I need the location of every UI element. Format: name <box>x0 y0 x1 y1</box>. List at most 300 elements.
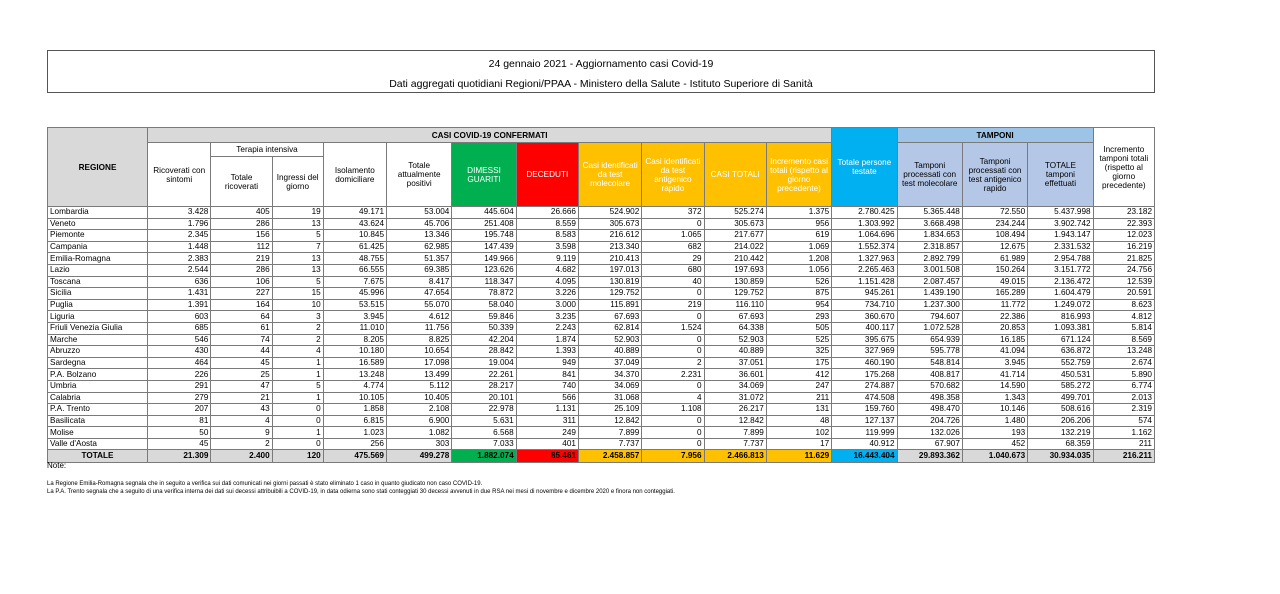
value-cell: 28.217 <box>452 380 516 392</box>
value-cell: 525 <box>766 334 831 346</box>
value-cell: 1.943.147 <box>1028 230 1093 242</box>
value-cell: 120 <box>272 450 323 463</box>
value-cell: 25.109 <box>578 404 641 416</box>
value-cell: 36.601 <box>704 369 766 381</box>
value-cell: 619 <box>766 230 831 242</box>
value-cell: 16.185 <box>962 334 1027 346</box>
value-cell: 10.654 <box>387 346 452 358</box>
value-cell: 12.023 <box>1093 230 1154 242</box>
header-incremento-tamponi: Incremento tamponi totali (rispetto al giorno precedente) <box>1093 128 1154 207</box>
report-title: 24 gennaio 2021 - Aggiornamento casi Covid-19 <box>488 58 714 70</box>
table-row <box>48 392 1155 404</box>
value-cell: 3.226 <box>516 288 578 300</box>
value-cell: 15 <box>272 288 323 300</box>
value-cell: 50.339 <box>452 322 516 334</box>
value-cell: 219 <box>642 299 704 311</box>
value-cell: 671.124 <box>1028 334 1093 346</box>
value-cell: 279 <box>148 392 211 404</box>
value-cell: 360.670 <box>832 311 897 323</box>
value-cell: 552.759 <box>1028 357 1093 369</box>
value-cell: 4.812 <box>1093 311 1154 323</box>
value-cell: 405 <box>211 207 272 219</box>
value-cell: 1.796 <box>148 218 211 230</box>
value-cell: 2 <box>211 438 272 450</box>
value-cell: 3.945 <box>323 311 386 323</box>
value-cell: 67.693 <box>704 311 766 323</box>
value-cell: 5.890 <box>1093 369 1154 381</box>
table-row <box>48 427 1155 439</box>
table-row <box>48 207 1155 219</box>
value-cell: 680 <box>642 264 704 276</box>
table-row <box>48 438 1155 450</box>
value-cell: 9 <box>211 427 272 439</box>
header-casi-confermati: CASI COVID-19 CONFERMATI <box>148 128 832 143</box>
value-cell: 67.907 <box>897 438 962 450</box>
header-casi-molecolare: Casi identificati da test molecolare <box>578 143 641 207</box>
table-row <box>48 264 1155 276</box>
header-tamponi: TAMPONI <box>897 128 1093 143</box>
value-cell: 4 <box>211 415 272 427</box>
value-cell: 127.137 <box>832 415 897 427</box>
value-cell: 66.555 <box>323 264 386 276</box>
value-cell: 6.774 <box>1093 380 1154 392</box>
header-totale-tamponi: TOTALE tamponi effettuati <box>1028 143 1093 207</box>
value-cell: 37.049 <box>578 357 641 369</box>
value-cell: 0 <box>642 427 704 439</box>
value-cell: 13.248 <box>323 369 386 381</box>
value-cell: 475.569 <box>323 450 386 463</box>
value-cell: 53.004 <box>387 207 452 219</box>
header-ingressi: Ingressi del giorno <box>272 157 323 207</box>
value-cell: 3.235 <box>516 311 578 323</box>
value-cell: 8.205 <box>323 334 386 346</box>
value-cell: 1.343 <box>962 392 1027 404</box>
value-cell: 3.945 <box>962 357 1027 369</box>
value-cell: 0 <box>642 311 704 323</box>
value-cell: 2.318.857 <box>897 241 962 253</box>
value-cell: 954 <box>766 299 831 311</box>
value-cell: 6.815 <box>323 415 386 427</box>
covid-data-table <box>47 127 1155 463</box>
value-cell: 69.385 <box>387 264 452 276</box>
value-cell: 64.338 <box>704 322 766 334</box>
value-cell: 12.842 <box>578 415 641 427</box>
value-cell: 1 <box>272 427 323 439</box>
value-cell: 197.013 <box>578 264 641 276</box>
value-cell: 400.117 <box>832 322 897 334</box>
value-cell: 226 <box>148 369 211 381</box>
value-cell: 19.004 <box>452 357 516 369</box>
value-cell: 34.069 <box>578 380 641 392</box>
value-cell: 195.748 <box>452 230 516 242</box>
value-cell: 474.508 <box>832 392 897 404</box>
value-cell: 165.289 <box>962 288 1027 300</box>
value-cell: 102 <box>766 427 831 439</box>
value-cell: 4 <box>642 392 704 404</box>
value-cell: 3.598 <box>516 241 578 253</box>
value-cell: 1.303.992 <box>832 218 897 230</box>
value-cell: 58.040 <box>452 299 516 311</box>
value-cell: 4.774 <box>323 380 386 392</box>
value-cell: 2.892.799 <box>897 253 962 265</box>
value-cell: 216.211 <box>1093 450 1154 463</box>
value-cell: 13 <box>272 264 323 276</box>
value-cell: 21.309 <box>148 450 211 463</box>
value-cell: 0 <box>642 380 704 392</box>
value-cell: 734.710 <box>832 299 897 311</box>
value-cell: 372 <box>642 207 704 219</box>
value-cell: 566 <box>516 392 578 404</box>
value-cell: 78.872 <box>452 288 516 300</box>
header-ricoverati: Ricoverati con sintomi <box>148 143 211 207</box>
value-cell: 216.612 <box>578 230 641 242</box>
value-cell: 61.425 <box>323 241 386 253</box>
value-cell: 2.087.457 <box>897 276 962 288</box>
region-name-cell: Friuli Venezia Giulia <box>48 322 148 334</box>
value-cell: 395.675 <box>832 334 897 346</box>
value-cell: 5 <box>272 276 323 288</box>
value-cell: 10 <box>272 299 323 311</box>
value-cell: 546 <box>148 334 211 346</box>
value-cell: 211 <box>766 392 831 404</box>
value-cell: 1.552.374 <box>832 241 897 253</box>
value-cell: 115.891 <box>578 299 641 311</box>
value-cell: 22.393 <box>1093 218 1154 230</box>
value-cell: 3.428 <box>148 207 211 219</box>
value-cell: 30.934.035 <box>1028 450 1093 463</box>
value-cell: 1.072.528 <box>897 322 962 334</box>
value-cell: 4.682 <box>516 264 578 276</box>
value-cell: 22.386 <box>962 311 1027 323</box>
value-cell: 8.559 <box>516 218 578 230</box>
region-name-cell: Piemonte <box>48 230 148 242</box>
header-regione: REGIONE <box>48 128 148 207</box>
value-cell: 28.842 <box>452 346 516 358</box>
table-row <box>48 299 1155 311</box>
value-cell: 305.673 <box>704 218 766 230</box>
value-cell: 1.065 <box>642 230 704 242</box>
region-name-cell: Valle d'Aosta <box>48 438 148 450</box>
value-cell: 13 <box>272 253 323 265</box>
value-cell: 251.408 <box>452 218 516 230</box>
value-cell: 234.244 <box>962 218 1027 230</box>
value-cell: 498.470 <box>897 404 962 416</box>
header-casi-totali: CASI TOTALI <box>704 143 766 207</box>
table-row <box>48 253 1155 265</box>
value-cell: 10.405 <box>387 392 452 404</box>
value-cell: 10.146 <box>962 404 1027 416</box>
value-cell: 945.261 <box>832 288 897 300</box>
region-name-cell: Basilicata <box>48 415 148 427</box>
value-cell: 85.461 <box>516 450 578 463</box>
value-cell: 401 <box>516 438 578 450</box>
region-name-cell: Abruzzo <box>48 346 148 358</box>
value-cell: 5.814 <box>1093 322 1154 334</box>
value-cell: 1.023 <box>323 427 386 439</box>
value-cell: 119.999 <box>832 427 897 439</box>
value-cell: 227 <box>211 288 272 300</box>
value-cell: 327.969 <box>832 346 897 358</box>
value-cell: 67.693 <box>578 311 641 323</box>
value-cell: 147.439 <box>452 241 516 253</box>
value-cell: 7.899 <box>578 427 641 439</box>
value-cell: 274.887 <box>832 380 897 392</box>
value-cell: 59.846 <box>452 311 516 323</box>
value-cell: 51.357 <box>387 253 452 265</box>
value-cell: 3.902.742 <box>1028 218 1093 230</box>
value-cell: 293 <box>766 311 831 323</box>
region-name-cell: Veneto <box>48 218 148 230</box>
value-cell: 1.056 <box>766 264 831 276</box>
value-cell: 1.604.479 <box>1028 288 1093 300</box>
value-cell: 40.889 <box>578 346 641 358</box>
value-cell: 49.015 <box>962 276 1027 288</box>
value-cell: 525.274 <box>704 207 766 219</box>
value-cell: 149.966 <box>452 253 516 265</box>
value-cell: 159.760 <box>832 404 897 416</box>
value-cell: 5.365.448 <box>897 207 962 219</box>
value-cell: 636 <box>148 276 211 288</box>
value-cell: 31.072 <box>704 392 766 404</box>
value-cell: 2.954.788 <box>1028 253 1093 265</box>
value-cell: 3.000 <box>516 299 578 311</box>
value-cell: 45.996 <box>323 288 386 300</box>
value-cell: 1.162 <box>1093 427 1154 439</box>
value-cell: 45 <box>148 438 211 450</box>
value-cell: 303 <box>387 438 452 450</box>
header-totale-ricoverati: Totale ricoverati <box>211 157 272 207</box>
value-cell: 247 <box>766 380 831 392</box>
value-cell: 7.737 <box>704 438 766 450</box>
notes-title: Note: <box>47 461 67 470</box>
region-name-cell: Marche <box>48 334 148 346</box>
table-row <box>48 404 1155 416</box>
value-cell: 31.068 <box>578 392 641 404</box>
value-cell: 52.903 <box>578 334 641 346</box>
header-casi-antigenico: Casi identificati da test antigenico rapido <box>642 143 704 207</box>
value-cell: 210.442 <box>704 253 766 265</box>
value-cell: 61 <box>211 322 272 334</box>
header-persone-testate: Totale persone testate <box>832 128 897 207</box>
value-cell: 682 <box>642 241 704 253</box>
value-cell: 1.375 <box>766 207 831 219</box>
value-cell: 12.842 <box>704 415 766 427</box>
value-cell: 0 <box>642 288 704 300</box>
value-cell: 123.626 <box>452 264 516 276</box>
value-cell: 8.583 <box>516 230 578 242</box>
value-cell: 45.706 <box>387 218 452 230</box>
report-subtitle: Dati aggregati quotidiani Regioni/PPAA - Ministero della Salute - Istituto Superiore di Sanità <box>389 78 813 90</box>
value-cell: 8.569 <box>1093 334 1154 346</box>
value-cell: 526 <box>766 276 831 288</box>
header-isolamento: Isolamento domiciliare <box>323 143 386 207</box>
value-cell: 1.858 <box>323 404 386 416</box>
value-cell: 118.347 <box>452 276 516 288</box>
value-cell: 11.010 <box>323 322 386 334</box>
table-row <box>48 415 1155 427</box>
value-cell: 52.903 <box>704 334 766 346</box>
value-cell: 150.264 <box>962 264 1027 276</box>
value-cell: 3.668.498 <box>897 218 962 230</box>
table-row <box>48 346 1155 358</box>
region-name-cell: P.A. Bolzano <box>48 369 148 381</box>
value-cell: 7.737 <box>578 438 641 450</box>
value-cell: 636.872 <box>1028 346 1093 358</box>
value-cell: 4.095 <box>516 276 578 288</box>
value-cell: 108.494 <box>962 230 1027 242</box>
value-cell: 204.726 <box>897 415 962 427</box>
value-cell: 7.675 <box>323 276 386 288</box>
value-cell: 40.912 <box>832 438 897 450</box>
value-cell: 197.693 <box>704 264 766 276</box>
value-cell: 37.051 <box>704 357 766 369</box>
value-cell: 1.882.074 <box>452 450 516 463</box>
value-cell: 2.265.463 <box>832 264 897 276</box>
value-cell: 8.623 <box>1093 299 1154 311</box>
region-name-cell: Sicilia <box>48 288 148 300</box>
value-cell: 7.033 <box>452 438 516 450</box>
value-cell: 1.249.072 <box>1028 299 1093 311</box>
region-name-cell: TOTALE <box>48 450 148 463</box>
value-cell: 29.893.362 <box>897 450 962 463</box>
value-cell: 47.654 <box>387 288 452 300</box>
value-cell: 794.607 <box>897 311 962 323</box>
value-cell: 21.825 <box>1093 253 1154 265</box>
table-row <box>48 322 1155 334</box>
value-cell: 2 <box>272 322 323 334</box>
value-cell: 72.550 <box>962 207 1027 219</box>
value-cell: 452 <box>962 438 1027 450</box>
value-cell: 2.243 <box>516 322 578 334</box>
value-cell: 5.112 <box>387 380 452 392</box>
value-cell: 43.624 <box>323 218 386 230</box>
value-cell: 19 <box>272 207 323 219</box>
value-cell: 654.939 <box>897 334 962 346</box>
value-cell: 2.400 <box>211 450 272 463</box>
value-cell: 213.340 <box>578 241 641 253</box>
value-cell: 112 <box>211 241 272 253</box>
value-cell: 48 <box>766 415 831 427</box>
value-cell: 1.327.963 <box>832 253 897 265</box>
value-cell: 22.978 <box>452 404 516 416</box>
value-cell: 548.814 <box>897 357 962 369</box>
value-cell: 17.098 <box>387 357 452 369</box>
value-cell: 0 <box>642 346 704 358</box>
value-cell: 13 <box>272 218 323 230</box>
value-cell: 286 <box>211 264 272 276</box>
header-tamponi-antigenico: Tamponi processati con test antigenico rapido <box>962 143 1027 207</box>
value-cell: 286 <box>211 218 272 230</box>
value-cell: 64 <box>211 311 272 323</box>
value-cell: 7.956 <box>642 450 704 463</box>
value-cell: 1.524 <box>642 322 704 334</box>
value-cell: 22.261 <box>452 369 516 381</box>
value-cell: 11.629 <box>766 450 831 463</box>
table-row <box>48 230 1155 242</box>
value-cell: 132.219 <box>1028 427 1093 439</box>
value-cell: 53.515 <box>323 299 386 311</box>
value-cell: 175 <box>766 357 831 369</box>
value-cell: 603 <box>148 311 211 323</box>
table-row <box>48 218 1155 230</box>
value-cell: 3 <box>272 311 323 323</box>
value-cell: 585.272 <box>1028 380 1093 392</box>
value-cell: 5 <box>272 380 323 392</box>
value-cell: 2.466.813 <box>704 450 766 463</box>
value-cell: 1.082 <box>387 427 452 439</box>
value-cell: 5 <box>272 230 323 242</box>
value-cell: 1.431 <box>148 288 211 300</box>
value-cell: 1.108 <box>642 404 704 416</box>
value-cell: 0 <box>642 415 704 427</box>
value-cell: 460.190 <box>832 357 897 369</box>
value-cell: 505 <box>766 322 831 334</box>
value-cell: 13.248 <box>1093 346 1154 358</box>
header-totale-positivi: Totale attualmente positivi <box>387 143 452 207</box>
value-cell: 841 <box>516 369 578 381</box>
value-cell: 2.780.425 <box>832 207 897 219</box>
value-cell: 0 <box>272 438 323 450</box>
value-cell: 45 <box>211 357 272 369</box>
value-cell: 29 <box>642 253 704 265</box>
region-name-cell: Calabria <box>48 392 148 404</box>
value-cell: 2.136.472 <box>1028 276 1093 288</box>
value-cell: 311 <box>516 415 578 427</box>
value-cell: 0 <box>272 415 323 427</box>
value-cell: 5.437.998 <box>1028 207 1093 219</box>
value-cell: 450.531 <box>1028 369 1093 381</box>
value-cell: 49.171 <box>323 207 386 219</box>
value-cell: 570.682 <box>897 380 962 392</box>
value-cell: 1.874 <box>516 334 578 346</box>
value-cell: 17 <box>766 438 831 450</box>
value-cell: 207 <box>148 404 211 416</box>
value-cell: 81 <box>148 415 211 427</box>
value-cell: 2 <box>272 334 323 346</box>
value-cell: 1.393 <box>516 346 578 358</box>
value-cell: 34.370 <box>578 369 641 381</box>
value-cell: 44 <box>211 346 272 358</box>
value-cell: 130.819 <box>578 276 641 288</box>
value-cell: 2.013 <box>1093 392 1154 404</box>
region-name-cell: Lazio <box>48 264 148 276</box>
value-cell: 685 <box>148 322 211 334</box>
value-cell: 2.544 <box>148 264 211 276</box>
value-cell: 41.714 <box>962 369 1027 381</box>
table-row <box>48 357 1155 369</box>
value-cell: 2.331.532 <box>1028 241 1093 253</box>
value-cell: 21 <box>211 392 272 404</box>
value-cell: 3.151.772 <box>1028 264 1093 276</box>
value-cell: 0 <box>272 404 323 416</box>
value-cell: 116.110 <box>704 299 766 311</box>
value-cell: 1.448 <box>148 241 211 253</box>
header-tamponi-molecolare: Tamponi processati con test molecolare <box>897 143 962 207</box>
value-cell: 249 <box>516 427 578 439</box>
region-name-cell: Emilia-Romagna <box>48 253 148 265</box>
value-cell: 6.900 <box>387 415 452 427</box>
value-cell: 740 <box>516 380 578 392</box>
value-cell: 1.834.653 <box>897 230 962 242</box>
table-row <box>48 241 1155 253</box>
value-cell: 4.612 <box>387 311 452 323</box>
value-cell: 875 <box>766 288 831 300</box>
value-cell: 1.237.300 <box>897 299 962 311</box>
value-cell: 14.590 <box>962 380 1027 392</box>
value-cell: 61.989 <box>962 253 1027 265</box>
region-name-cell: Toscana <box>48 276 148 288</box>
value-cell: 219 <box>211 253 272 265</box>
